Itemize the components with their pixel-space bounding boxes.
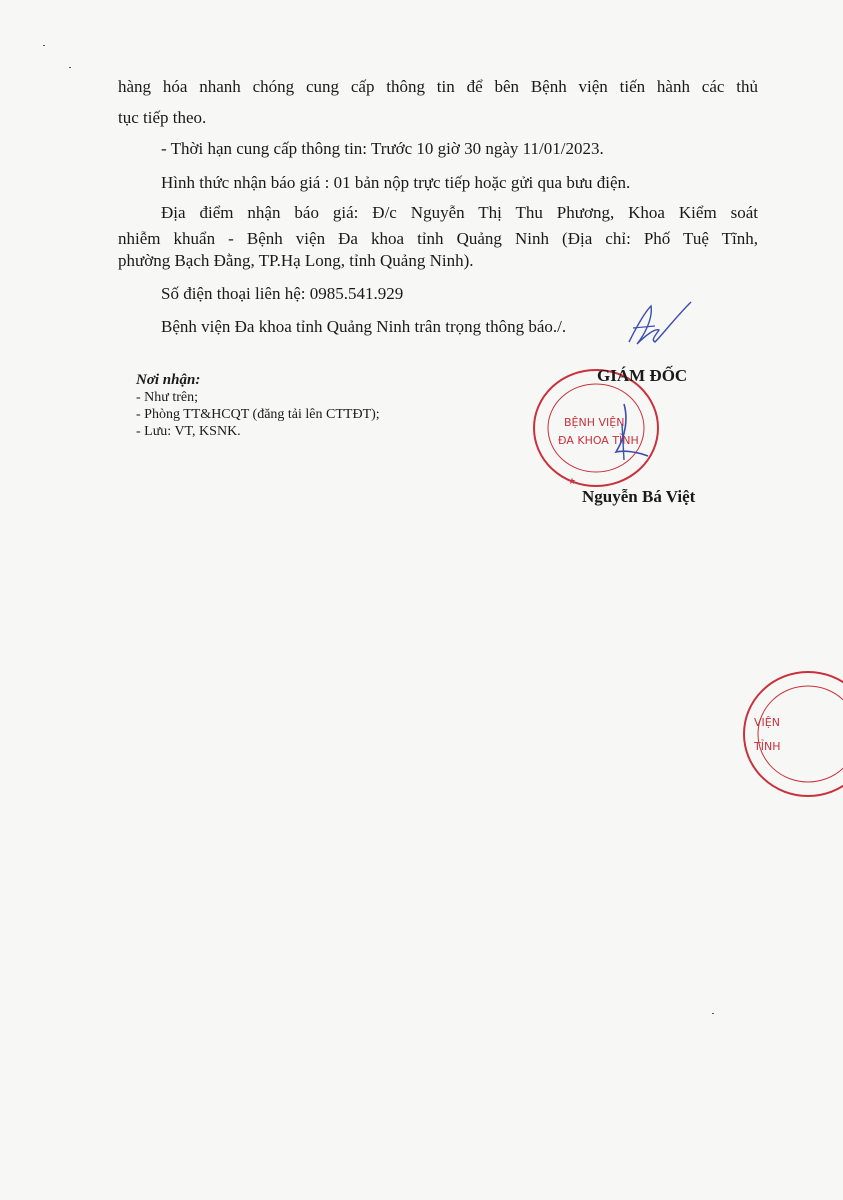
stamp-ring-text: Y TẾ TỈNH QUẢNG NINH [536, 378, 548, 379]
recipients-block [136, 372, 380, 440]
partial-seal-text-1: VIỆN [754, 716, 780, 729]
phone-line: Số điện thoại liên hệ: 0985.541.929 [161, 284, 404, 303]
submission-method-line: Hình thức nhận báo giá : 01 bản nộp trực tiếp hoặc gửi qua bưu điện. [161, 173, 631, 192]
scan-speck [43, 45, 45, 46]
location-line-3: phường Bạch Đằng, TP.Hạ Long, tỉnh Quảng Ninh). [118, 251, 474, 270]
scan-speck [712, 1013, 714, 1014]
initials-signature [615, 298, 695, 354]
signatory-name: Nguyễn Bá Việt [582, 487, 696, 506]
recipients-heading: Nơi nhận: [136, 372, 201, 388]
deadline-line: - Thời hạn cung cấp thông tin: Trước 10 giờ 30 ngày 11/01/2023. [161, 139, 604, 158]
signature-title: GIÁM ĐỐC [597, 366, 688, 385]
closing-line: Bệnh viện Đa khoa tỉnh Quảng Ninh trân trọng thông báo./. [161, 317, 567, 336]
scan-speck [69, 67, 71, 68]
recipient-item: - Lưu: VT, KSNK. [136, 424, 241, 439]
stamp-star: ★ [568, 477, 577, 487]
location-paragraph [118, 200, 758, 252]
partial-seal [740, 668, 843, 800]
recipient-item: - Như trên; [136, 390, 199, 405]
location-line-1: Địa điểm nhận báo giá: Đ/c Nguyễn Thị Thu Phương, Khoa Kiểm soát [161, 203, 758, 222]
stamp-text-line1: BỆNH VIỆN [564, 416, 625, 429]
location-line-2: nhiễm khuẩn - Bệnh viện Đa khoa tỉnh Quảng Ninh (Địa chỉ: Phố Tuệ Tĩnh, [118, 229, 758, 248]
recipient-item: - Phòng TT&HCQT (đăng tải lên CTTĐT); [136, 407, 380, 422]
body-paragraph-1 [118, 70, 758, 104]
body-line: hàng hóa nhanh chóng cung cấp thông tin để bên Bệnh viện tiến hành các thủ [118, 77, 758, 96]
body-line: tục tiếp theo. [118, 108, 207, 127]
stamp-text-line2: ĐA KHOA TỈNH [558, 434, 639, 447]
partial-seal-text-2: TỈNH [754, 740, 781, 753]
